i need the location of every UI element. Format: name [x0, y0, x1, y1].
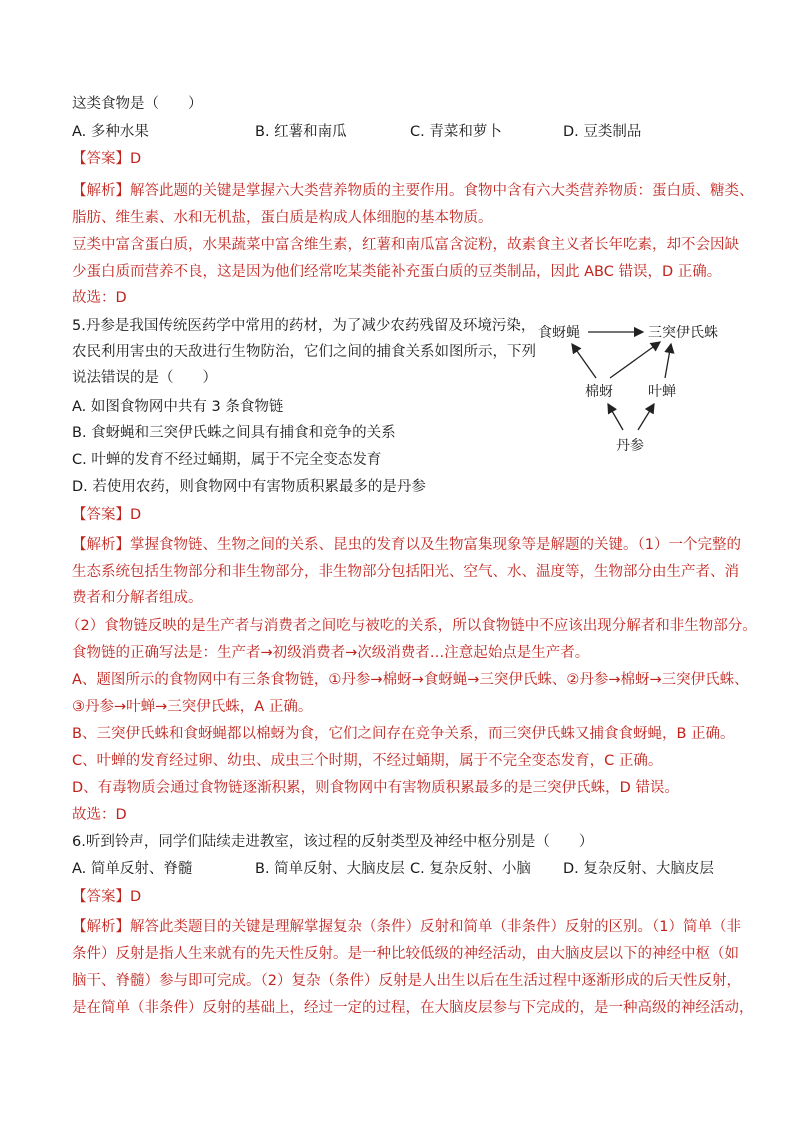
q5-stem-line: 说法错误的是（ ） [72, 370, 217, 386]
q4-answer [72, 149, 141, 169]
node-spider: 三突伊氏蛛 [648, 325, 718, 341]
q5-stem-line: 农民利用害虫的天敌进行生物防治，它们之间的捕食关系如图所示，下列 [72, 344, 536, 360]
q6-option-b: B. 简单反射、大脑皮层 [255, 861, 405, 877]
q4-option-c: C. 青菜和萝卜 [410, 124, 502, 140]
node-aphid: 棉蚜 [585, 384, 613, 400]
q5-option-c: C. 叶蝉的发育不经过蛹期，属于不完全变态发育 [72, 452, 382, 468]
analysis-tag: 【解析】 [72, 183, 130, 199]
q4-option-d: D. 豆类制品 [563, 124, 642, 140]
q4-option-a: A. 多种水果 [72, 124, 149, 140]
q5-stem-line: 5.丹参是我国传统医药学中常用的药材，为了减少农药残留及环境污染， [72, 318, 536, 334]
arrow-danshen-to-leafhopper [638, 404, 654, 430]
q4-analysis-line [72, 181, 754, 201]
q4-analysis-line: 豆类中富含蛋白质，水果蔬菜中富含维生素，红薯和南瓜富含淀粉，故素食主义者长年吃素，却不会因缺 [72, 237, 739, 253]
q5-analysis-line: 费者和分解者组成。 [72, 590, 203, 606]
answer-value: D [130, 151, 142, 167]
q4-analysis-line: 脂肪、维生素、水和无机盐，蛋白质是构成人体细胞的基本物质。 [72, 210, 493, 226]
arrow-aphid-to-hoverfly [572, 344, 596, 378]
q5-analysis-line: D、有毒物质会通过食物链逐渐积累，则食物网中有害物质积累最多的是三突伊氏蛛，D 错误。 [72, 780, 679, 796]
q5-option-d: D. 若使用农药，则食物网中有害物质积累最多的是丹参 [72, 479, 426, 495]
q5-analysis-line [72, 535, 741, 555]
q4-choose: 故选：D [72, 290, 127, 306]
analysis-tag: 【解析】 [72, 537, 130, 553]
q6-answer [72, 887, 141, 907]
analysis-text: 解答此类题目的关键是理解掌握复杂（条件）反射和简单（非条件）反射的区别。（1）简单（非 [130, 919, 741, 935]
q4-option-b: B. 红薯和南瓜 [255, 124, 347, 140]
q5-analysis-line: 食物链的正确写法是：生产者→初级消费者→次级消费者…注意起始点是生产者。 [72, 645, 590, 661]
analysis-text: 解答此题的关键是掌握六大类营养物质的主要作用。食物中含有六大类营养物质：蛋白质、糖类、 [130, 183, 754, 199]
node-leafhopper: 叶蝉 [648, 384, 676, 400]
arrow-leafhopper-to-spider [665, 344, 671, 378]
q6-option-a: A. 简单反射、脊髓 [72, 861, 193, 877]
analysis-text: 掌握食物链、生物之间的关系、昆虫的发育以及生物富集现象等是解题的关键。（1）一个完整的 [130, 537, 741, 553]
q5-analysis-line: B、三突伊氏蛛和食蚜蝇都以棉蚜为食，它们之间存在竞争关系，而三突伊氏蛛又捕食食蚜蝇，B 正确。 [72, 726, 735, 742]
q5-analysis-line: C、叶蝉的发育经过卵、幼虫、成虫三个时期，不经过蛹期，属于不完全变态发育，C 正确。 [72, 753, 663, 769]
q5-option-b: B. 食蚜蝇和三突伊氏蛛之间具有捕食和竞争的关系 [72, 425, 396, 441]
q6-analysis-line: 是在简单（非条件）反射的基础上，经过一定的过程，在大脑皮层参与下完成的，是一种高级的神经活动， [72, 1000, 754, 1016]
q5-answer [72, 505, 141, 525]
answer-tag: 【答案】 [72, 151, 130, 167]
q6-analysis-line [72, 917, 741, 937]
arrow-danshen-to-aphid [608, 404, 623, 430]
q6-option-d: D. 复杂反射、大脑皮层 [563, 861, 714, 877]
q5-analysis-line: （2）食物链反映的是生产者与消费者之间吃与被吃的关系，所以食物链中不应该出现分解者和非生物部分。 [66, 618, 757, 634]
arrow-aphid-to-spider [610, 342, 660, 378]
q6-analysis-line: 条件）反射是指人生来就有的先天性反射。是一种比较低级的神经活动，由大脑皮层以下的神经中枢（如 [72, 946, 739, 962]
node-danshen: 丹参 [616, 438, 644, 454]
answer-value: D [130, 507, 142, 523]
q6-option-c: C. 复杂反射、小脑 [410, 861, 531, 877]
answer-value: D [130, 889, 142, 905]
food-web-diagram [530, 312, 730, 462]
q6-stem: 6.听到铃声，同学们陆续走进教室，该过程的反射类型及神经中枢分别是（ ） [72, 834, 594, 850]
q6-analysis-line: 脑干、脊髓）参与即可完成。（2）复杂（条件）反射是人出生以后在生活过程中逐渐形成的后天性反射， [72, 973, 741, 989]
q4-analysis-line: 少蛋白质而营养不良，这是因为他们经常吃某类能补充蛋白质的豆类制品，因此 ABC 错误，D 正确。 [72, 264, 722, 280]
node-hoverfly: 食蚜蝇 [538, 325, 580, 341]
answer-tag: 【答案】 [72, 889, 130, 905]
q5-choose: 故选：D [72, 807, 127, 823]
q5-analysis-line: 生态系统包括生物部分和非生物部分，非生物部分包括阳光、空气、水、温度等，生物部分由生产者、消 [72, 564, 739, 580]
q5-analysis-line: A、题图所示的食物网中有三条食物链，①丹参→棉蚜→食蚜蝇→三突伊氏蛛、②丹参→棉蚜→三突伊氏蛛、 [72, 672, 749, 688]
analysis-tag: 【解析】 [72, 919, 130, 935]
q5-option-a: A. 如图食物网中共有 3 条食物链 [72, 399, 284, 415]
q5-analysis-line: ③丹参→叶蝉→三突伊氏蛛，A 正确。 [72, 699, 313, 715]
q4-stem-tail: 这类食物是（ ） [72, 96, 203, 112]
answer-tag: 【答案】 [72, 507, 130, 523]
